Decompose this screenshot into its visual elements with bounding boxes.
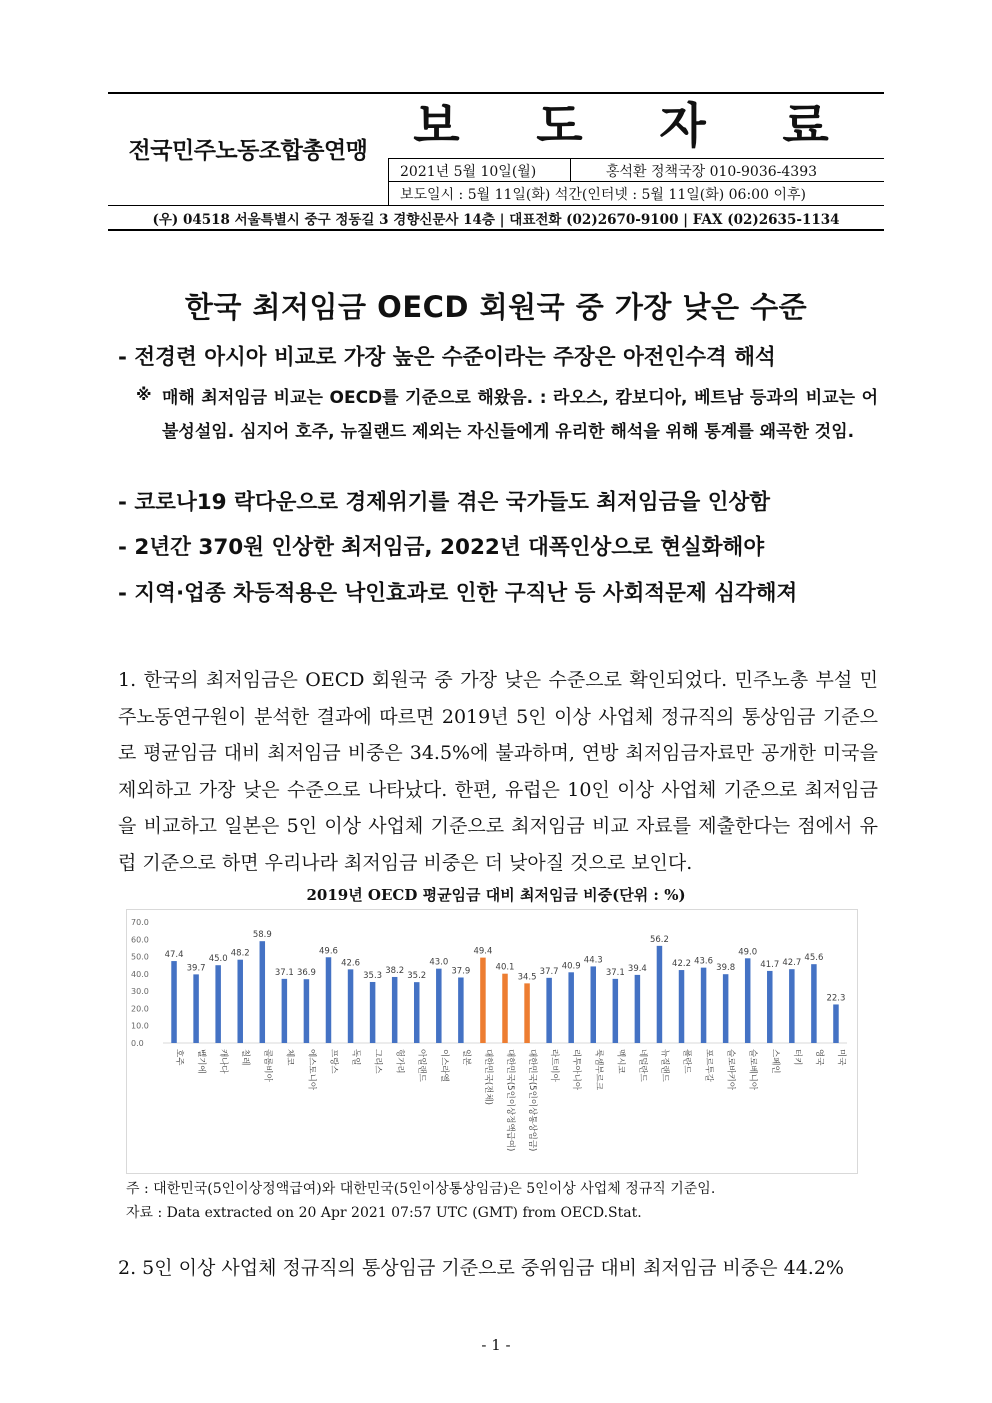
bar-value-label: 41.7 [760, 959, 780, 970]
x-tick-label: 스페인 [769, 1049, 780, 1074]
x-tick-label: 프랑스 [328, 1049, 339, 1074]
bar [789, 969, 795, 1043]
chart-source: 자료 : Data extracted on 20 Apr 2021 07:57 UTC (GMT) from OECD.Stat. [126, 1205, 642, 1221]
x-tick-label: 라트비아 [549, 1049, 560, 1082]
x-tick-label: 네덜란드 [637, 1049, 648, 1082]
header-bottom-rule [108, 229, 884, 231]
bar-value-label: 56.2 [649, 934, 669, 945]
x-tick-label: 에스토니아 [306, 1049, 317, 1091]
x-tick-label: 멕시코 [615, 1049, 626, 1074]
bar [193, 974, 199, 1043]
header-info-rule-middle [388, 181, 884, 182]
bar-value-label: 45.6 [804, 953, 824, 964]
contact-person: 홍석환 정책국장 010-9036-4393 [606, 164, 818, 180]
bar [723, 974, 729, 1043]
bar [458, 977, 464, 1043]
body-paragraph-1: 1. 한국의 최저임금은 OECD 회원국 중 가장 낮은 수준으로 확인되었다. 민주노총 부설 민주노동연구원이 분석한 결과에 따르면 2019년 5인 이상 사업체 정규직의 통상임금 기준으로 평균임금 대비 최저임금 비중은 34.5%에 불과하며, 연방 최저임금자료만 공개한 미국을 제외하고 가장 낮은 수준으로 나타났다. 한편, 유럽은 10인 이상 사업체 기준으로 최저임금을 비교하고 일본은 5인 이상 사업체 기준으로 최저임금 비교 자료를 제출한다는 점에서 유럽 기준으로 하면 우리나라 최저임금 비중은 더 낮아질 것으로 보인다. [118, 669, 878, 874]
bar-value-label: 43.6 [694, 956, 714, 967]
bar-value-label: 49.6 [319, 946, 338, 957]
bar [502, 974, 508, 1043]
x-tick-label: 슬로베니아 [747, 1049, 758, 1091]
bar-value-label: 35.2 [407, 971, 427, 982]
bar-value-label: 39.4 [627, 963, 647, 974]
x-tick-label: 이스라엘 [438, 1049, 449, 1082]
header-divider [388, 158, 389, 205]
reference-mark-icon: ※ [136, 385, 152, 404]
bar-value-label: 49.0 [738, 947, 758, 958]
x-tick-label: 슬로바키아 [725, 1049, 736, 1091]
bar [679, 970, 685, 1043]
main-headline: 한국 최저임금 OECD 회원국 중 가장 낮은 수준 [184, 290, 808, 324]
bar [171, 961, 177, 1043]
subheadline-2: - 코로나19 락다운으로 경제위기를 겪은 국가들도 최저임금을 인상함 [118, 490, 771, 515]
bar-value-label: 49.4 [473, 946, 493, 957]
x-tick-label: 칠레 [240, 1049, 251, 1066]
chart-svg [127, 910, 857, 1173]
bar-chart [126, 909, 858, 1174]
x-tick-label: 호주 [174, 1049, 185, 1066]
bar-value-label: 45.0 [208, 954, 228, 965]
bar-value-label: 58.9 [252, 930, 272, 941]
x-tick-label: 콜롬비아 [262, 1049, 273, 1082]
x-tick-label: 리투아니아 [571, 1049, 582, 1091]
bar [635, 975, 641, 1043]
bar [282, 979, 288, 1043]
bar [613, 979, 619, 1043]
bar [701, 968, 707, 1043]
bar [524, 983, 530, 1043]
bar [811, 964, 817, 1043]
bar-value-label: 42.2 [672, 959, 691, 970]
chart-title: 2019년 OECD 평균임금 대비 최저임금 비중(단위 : %) [306, 886, 686, 904]
bar [348, 969, 354, 1043]
x-tick-label: 캐나다 [218, 1049, 229, 1074]
bar-value-label: 35.3 [363, 970, 383, 981]
page-number: - 1 - [481, 1336, 511, 1354]
bar-value-label: 39.7 [186, 963, 206, 974]
x-tick-label: 그리스 [372, 1049, 383, 1074]
bar-value-label: 34.5 [517, 972, 537, 983]
y-tick-label: 0.0 [131, 1039, 144, 1048]
embargo-time: 보도일시 : 5월 11일(화) 석간(인터넷 : 5월 11일(화) 06:00 이후) [400, 187, 806, 203]
x-tick-label: 벨기에 [196, 1049, 207, 1074]
subheadline-1: - 전경련 아시아 비교로 가장 높은 수준이라는 주장은 아전인수격 해석 [118, 345, 776, 370]
bar-value-label: 43.0 [429, 957, 449, 968]
bar-value-label: 22.3 [826, 993, 846, 1004]
bar [326, 957, 332, 1043]
x-tick-label: 룩셈부르크 [593, 1049, 604, 1091]
bar-value-label: 36.9 [296, 968, 316, 979]
press-release-title: 보 도 자 료 [413, 98, 859, 154]
x-tick-label: 미국 [835, 1049, 846, 1066]
x-tick-label: 대한민국(5인이상통상임금) [527, 1049, 538, 1152]
bar-value-label: 42.7 [782, 958, 802, 969]
bar [260, 941, 266, 1043]
subheadline-4: - 지역·업종 차등적용은 낙인효과로 인한 구직난 등 사회적문제 심각해져 [118, 581, 798, 606]
bar-value-label: 48.2 [230, 948, 250, 959]
header-info-rule-bottom [108, 205, 884, 206]
bar [546, 978, 552, 1043]
chart-footnote: 주 : 대한민국(5인이상정액급여)와 대한민국(5인이상통상임금)은 5인이상 사업체 정규직 기준임. [126, 1181, 716, 1197]
x-tick-label: 터키 [791, 1049, 802, 1066]
org-address: (우) 04518 서울특별시 중구 정동길 3 경향신문사 14층 | 대표전화 (02)2670-9100 | FAX (02)2635-1134 [152, 212, 840, 228]
bar [392, 977, 398, 1043]
bar-value-label: 37.7 [539, 966, 559, 977]
bar-value-label: 40.9 [561, 961, 581, 972]
bar-value-label: 40.1 [495, 962, 515, 973]
y-tick-label: 30.0 [131, 987, 149, 997]
body-paragraph-2: 2. 5인 이상 사업체 정규직의 통상임금 기준으로 중위임금 대비 최저임금 비중은 44.2% [118, 1257, 844, 1279]
bar [215, 965, 221, 1043]
bar [745, 958, 751, 1043]
x-tick-label: 독일 [350, 1049, 361, 1066]
release-date: 2021년 5월 10일(월) [400, 164, 537, 180]
x-tick-label: 헝가리 [394, 1049, 405, 1074]
bar-value-label: 37.1 [274, 967, 294, 978]
header-info-rule-top [388, 158, 884, 159]
bar-value-label: 44.3 [583, 955, 603, 966]
bar-value-label: 42.6 [341, 958, 361, 969]
bar [237, 960, 243, 1043]
bar [304, 979, 310, 1043]
y-tick-label: 50.0 [131, 952, 149, 962]
bar-value-label: 37.9 [451, 966, 471, 977]
bar [414, 982, 420, 1043]
headline-note: 매해 최저임금 비교는 OECD를 기준으로 해왔음. : 라오스, 캄보디아, 베트남 등과의 비교는 어불성설임. 심지어 호주, 뉴질랜드 제외는 자신들에게 유리한 해석을 위해 통계를 왜곡한 것임. [162, 388, 878, 442]
x-tick-label: 폴란드 [681, 1049, 692, 1074]
y-tick-label: 10.0 [131, 1021, 149, 1031]
x-tick-label: 아일랜드 [416, 1049, 427, 1082]
bar-value-label: 39.8 [716, 963, 736, 974]
bar [657, 946, 663, 1043]
bar-value-label: 38.2 [385, 965, 405, 976]
y-tick-label: 60.0 [131, 935, 149, 945]
bar [370, 982, 376, 1043]
x-tick-label: 뉴질랜드 [659, 1049, 670, 1082]
bar-value-label: 37.1 [605, 967, 625, 978]
bar [767, 971, 773, 1043]
bar-value-label: 47.4 [164, 950, 184, 961]
org-name: 전국민주노동조합총연맹 [128, 138, 368, 164]
y-tick-label: 20.0 [131, 1004, 149, 1014]
x-tick-label: 영국 [813, 1049, 824, 1066]
bar [591, 966, 597, 1043]
x-tick-label: 대한민국(5인이상정액급여) [505, 1049, 515, 1152]
subheadline-3: - 2년간 370원 인상한 최저임금, 2022년 대폭인상으로 현실화해야 [118, 535, 765, 560]
bar [480, 958, 486, 1043]
x-tick-label: 포르투갈 [703, 1049, 714, 1082]
header-date-divider [570, 158, 571, 181]
bar [568, 972, 574, 1043]
y-tick-label: 40.0 [131, 969, 149, 979]
x-tick-label: 체코 [284, 1049, 295, 1066]
bar [436, 969, 442, 1043]
bar [833, 1004, 839, 1043]
y-tick-label: 70.0 [131, 918, 149, 927]
x-tick-label: 대한민국(전체) [482, 1049, 493, 1105]
x-tick-label: 일본 [460, 1049, 471, 1066]
